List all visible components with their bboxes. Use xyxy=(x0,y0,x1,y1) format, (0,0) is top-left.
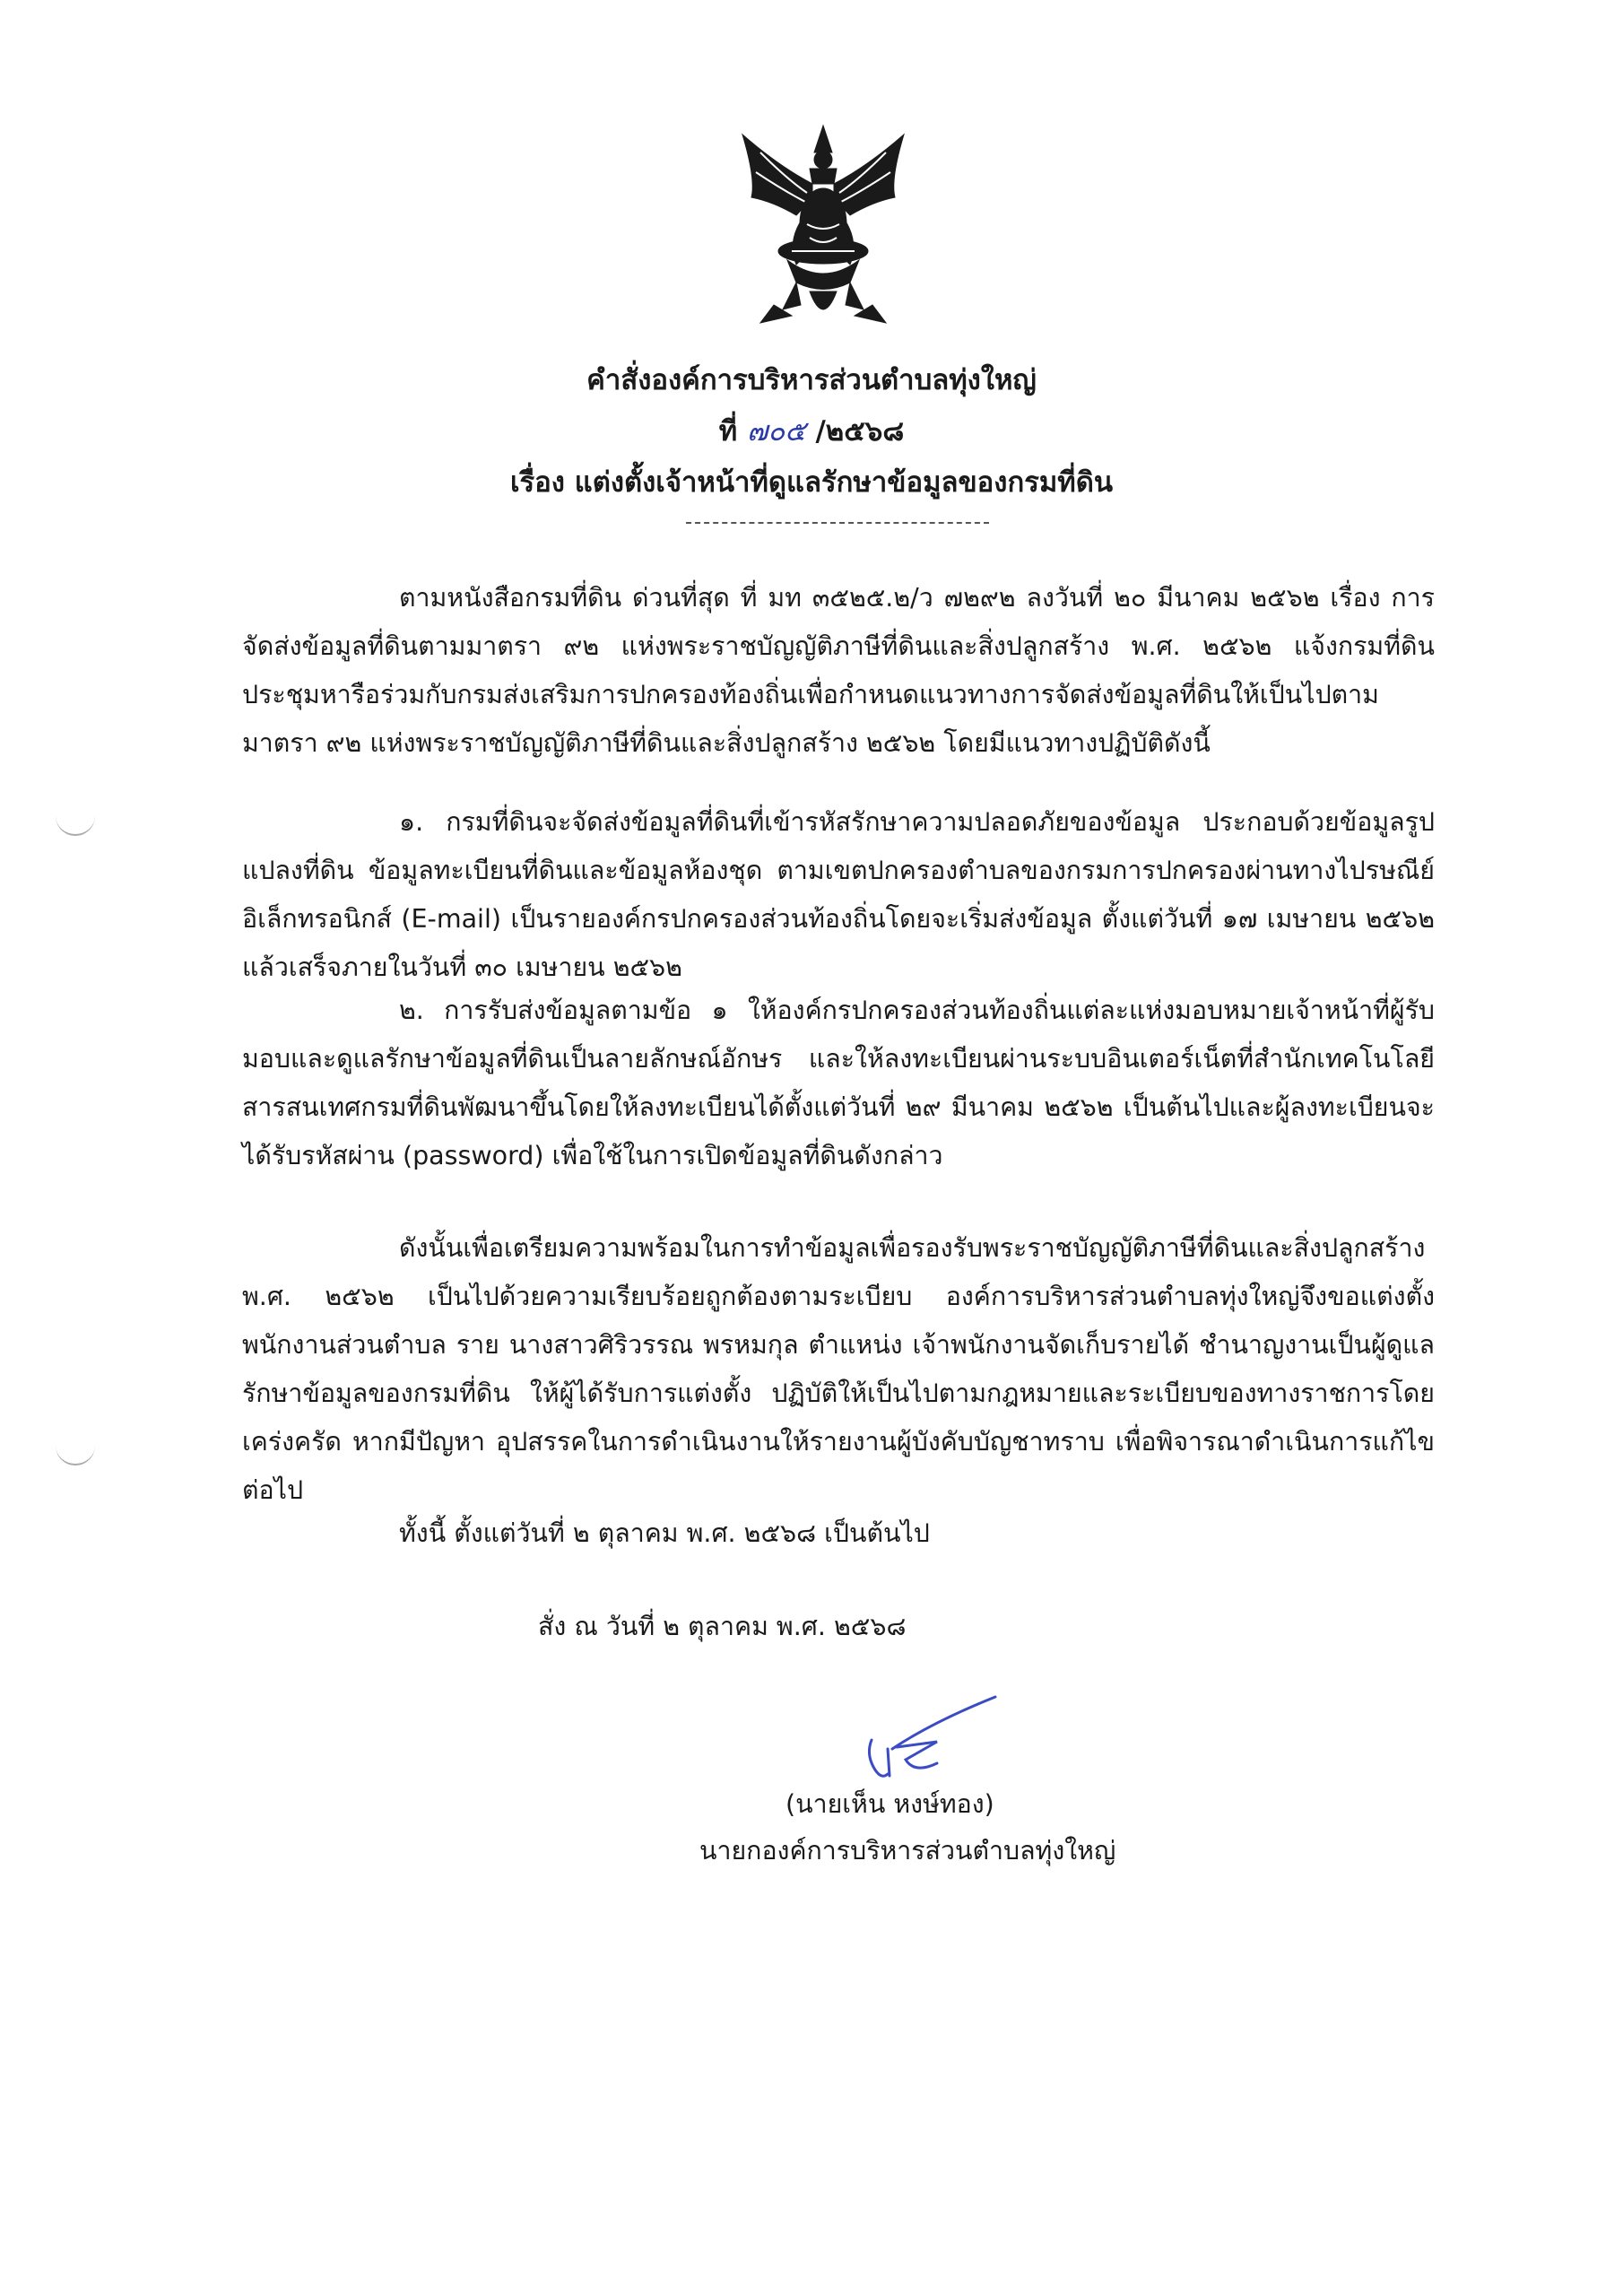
punch-hole-mark xyxy=(56,814,95,836)
order-subject: เรื่อง แต่งตั้งเจ้าหน้าที่ดูแลรักษาข้อมูลของกรมที่ดิน xyxy=(509,466,1114,499)
order-heading: คำสั่งองค์การบริหารส่วนตำบลทุ่งใหญ่ xyxy=(586,364,1037,396)
ordered-date: สั่ง ณ วันที่ ๒ ตุลาคม พ.ศ. ๒๕๖๘ xyxy=(538,1612,907,1641)
order-paragraph xyxy=(242,1224,1435,1515)
effective-date: ทั้งนี้ ตั้งแต่วันที่ ๒ ตุลาคม พ.ศ. ๒๕๖๘ เป็นต้นไป xyxy=(399,1518,930,1548)
punch-hole-mark xyxy=(56,1444,95,1465)
order-number-year: /๒๕๖๘ xyxy=(815,415,905,448)
intro-paragraph xyxy=(242,574,1435,768)
item-2-text: ๒. การรับส่งข้อมูลตามข้อ ๑ ให้องค์กรปกครองส่วนท้องถิ่นแต่ละแห่งมอบหมายเจ้าหน้าที่ผู้รับมอบและดูแลรักษาข้อมูลที่ดินเป็นลายลักษณ์อักษร และให้ลงทะเบียนผ่านระบบอินเตอร์เน็ตที่สำนักเทคโนโลยีสารสนเทศกรมที่ดินพัฒนาขึ้นโดยให้ลงทะเบียนได้ตั้งแต่วันที่ ๒๙ มีนาคม ๒๕๖๒ เป็นต้นไปและผู้ลงทะเบียนจะได้รับรหัสผ่าน (password) เพื่อใช้ในการเปิดข้อมูลที่ดินดังกล่าว xyxy=(242,996,1435,1170)
signer-position: นายกองค์การบริหารส่วนตำบลทุ่งใหญ่ xyxy=(699,1836,1116,1866)
intro-text: ตามหนังสือกรมที่ดิน ด่วนที่สุด ที่ มท ๓๕๒๕.๒/ว ๗๒๙๒ ลงวันที่ ๒๐ มีนาคม ๒๕๖๒ เรื่อง การจัดส่งข้อมูลที่ดินตามมาตรา ๙๒ แห่งพระราชบัญญัติภาษีที่ดินและสิ่งปลูกสร้าง พ.ศ. ๒๕๖๒ แจ้งกรมที่ดินประชุมหารือร่วมกับกรมส่งเสริมการปกครองท้องถิ่นเพื่อกำหนดแนวทางการจัดส่งข้อมูลที่ดินให้เป็นไปตามมาตรา ๙๒ แห่งพระราชบัญญัติภาษีที่ดินและสิ่งปลูกสร้าง ๒๕๖๒ โดยมีแนวทางปฏิบัติดังนี้ xyxy=(242,583,1435,758)
order-text: ดังนั้นเพื่อเตรียมความพร้อมในการทำข้อมูลเพื่อรองรับพระราชบัญญัติภาษีที่ดินและสิ่งปลูกสร้าง พ.ศ. ๒๕๖๒ เป็นไปด้วยความเรียบร้อยถูกต้องตามระเบียบ องค์การบริหารส่วนตำบลทุ่งใหญ่จึงขอแต่งตั้งพนักงานส่วนตำบล ราย นางสาวศิริวรรณ พรหมกุล ตำแหน่ง เจ้าพนักงานจัดเก็บรายได้ ชำนาญงานเป็นผู้ดูแลรักษาข้อมูลของกรมที่ดิน ให้ผู้ได้รับการแต่งตั้ง ปฏิบัติให้เป็นไปตามกฎหมายและระเบียบของทางราชการโดยเคร่งครัด หากมีปัญหา อุปสรรคในการดำเนินงานให้รายงานผู้บังคับบัญชาทราบ เพื่อพิจารณาดำเนินการแก้ไขต่อไป xyxy=(242,1233,1435,1505)
handwritten-signature xyxy=(861,1686,1013,1794)
item-1-paragraph xyxy=(242,798,1435,992)
order-number xyxy=(0,408,1623,453)
item-2-paragraph xyxy=(242,987,1435,1180)
item-1-text: ๑. กรมที่ดินจะจัดส่งข้อมูลที่ดินที่เข้ารหัสรักษาความปลอดภัยของข้อมูล ประกอบด้วยข้อมูลรูปแปลงที่ดิน ข้อมูลทะเบียนที่ดินและข้อมูลห้องชุด ตามเขตปกครองตำบลของกรมการปกครองผ่านทางไปรษณีย์อิเล็กทรอนิกส์ (E-mail) เป็นรายองค์กรปกครองส่วนท้องถิ่นโดยจะเริ่มส่งข้อมูล ตั้งแต่วันที่ ๑๗ เมษายน ๒๕๖๒ แล้วเสร็จภายในวันที่ ๓๐ เมษายน ๒๕๖๒ xyxy=(242,807,1435,982)
title-divider xyxy=(686,522,989,524)
signer-name: (นายเห็น หงษ์ทอง) xyxy=(785,1789,994,1819)
order-number-prefix: ที่ xyxy=(718,415,738,448)
handwritten-order-number: ๗๐๕ xyxy=(746,415,806,448)
garuda-emblem-icon xyxy=(725,117,922,332)
